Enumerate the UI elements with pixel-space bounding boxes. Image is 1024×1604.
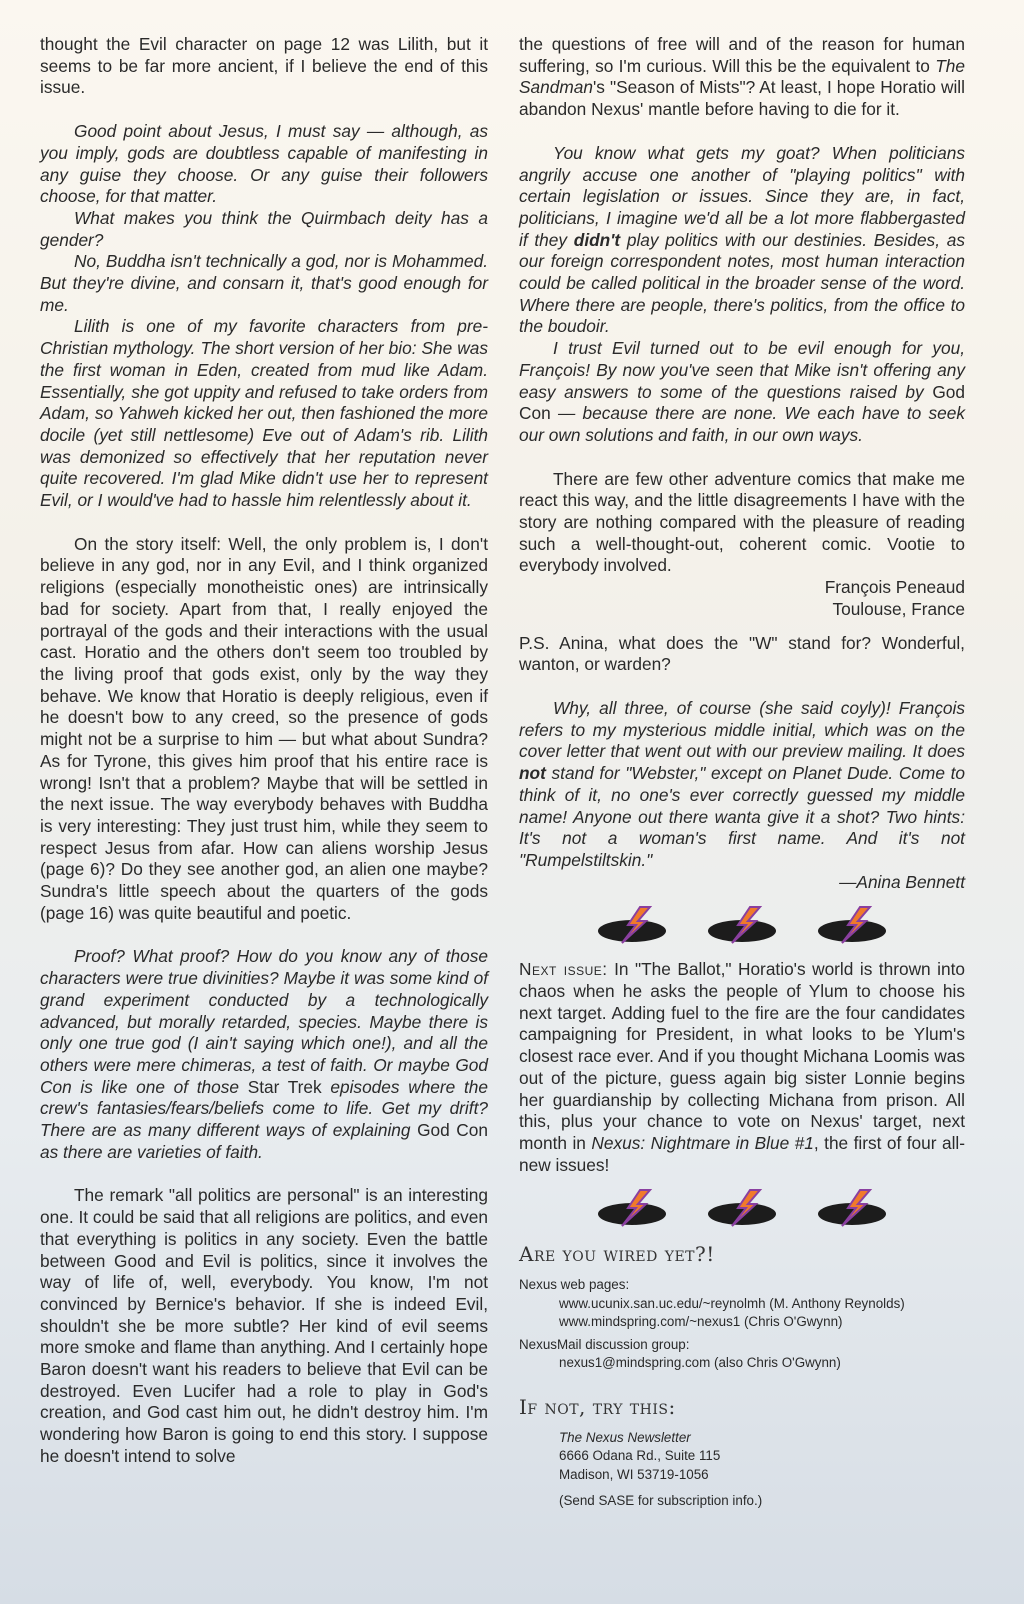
signature-place: Toulouse, France [832, 598, 965, 619]
nexus-lightning-disc-icon [596, 1188, 668, 1228]
nexus-lightning-disc-icon [816, 905, 888, 945]
nexus-lightning-disc-icon [706, 905, 778, 945]
editor-reply: What makes you think the Quirmbach deity has a gender? [40, 207, 488, 250]
nexus-lightning-disc-icon [706, 1188, 778, 1228]
address-note: (Send SASE for subscription info.) [559, 1493, 763, 1509]
letter-paragraph: the questions of free will and of the reason for human suffering, so I'm curious. Will this be the equivalent to The Sandman's "Season of Mists"? At least, I hope Horatio will abandon Nexus' mantle before having to die for it. [519, 34, 965, 120]
letter-paragraph: There are few other adventure comics that make me react this way, and the little disagreements I have with the story are nothing compared with the pleasure of reading such a well-thought-out, coherent comic. Vootie to everybody involved. [519, 468, 965, 576]
editor-reply: Why, all three, of course (she said coyly)! François refers to my mysterious middle initial, which was on the cover letter that went out with our preview mailing. It does not stand for "Webster," except on Planet Dude. Come to think of it, no one's ever correctly guessed my middle name! Anyone out there wanta give it a shot? Two hints: It's not a woman's first name. And it's not "Rumpelstiltskin." [519, 697, 965, 870]
mailing-address [519, 1429, 965, 1511]
wired-heading: Are you wired yet?! [519, 1242, 715, 1267]
editor-reply: I trust Evil turned out to be evil enough for you, François! By now you've seen that Mike isn't offering any easy answers to some of the questions raised by God Con — because there are none. We each have to seek our own solutions and faith, in our own ways. [519, 338, 965, 445]
web-label: Nexus web pages: [519, 1277, 630, 1293]
try-heading: If not, try this: [519, 1394, 676, 1419]
editor-reply: No, Buddha isn't technically a god, nor is Mohammed. But they're divine, and consarn it, that's good enough for me. [40, 251, 488, 315]
letter-paragraph: The remark "all politics are personal" is an interesting one. It could be said that all religions are politics, and even that everything is politics in any society. Even the battle between Good and Evil is politics, since it involves the way of life of, well, everybody. You know, I'm not convinced by Bernice's behavior. If she is indeed Evil, shouldn't she be more subtle? Her kind of evil seems more smoke and flame than anything. And I certainly hope Baron doesn't want his readers to believe that Evil can be destroyed. Even Lucifer had a role to play in God's creation, and God cast him out, he didn't destroy him. I'm wondering how Baron is going to end this story. I suppose he doesn't intend to solve [40, 1185, 488, 1466]
web-links [519, 1276, 965, 1373]
left-column [40, 34, 488, 1468]
reply-signature: —Anina Bennett [839, 871, 965, 892]
web-link[interactable]: www.ucunix.san.uc.edu/~reynolmh (M. Anthony Reynolds) [559, 1295, 905, 1311]
letter-paragraph: thought the Evil character on page 12 was Lilith, but it seems to be far more ancient, if I believe the end of this issue. [40, 34, 488, 98]
editor-reply: Good point about Jesus, I must say — although, as you imply, gods are doubtless capable of manifesting in any guise they choose. Or any guise their followers choose, for that matter. [40, 121, 488, 207]
editor-reply: Lilith is one of my favorite characters from pre-Christian mythology. The short version of her bio: She was the first woman in Eden, created from mud like Adam. Essentially, she got uppity and refused to take orders from Adam, so Yahweh kicked her out, then fashioned the more docile (yet still nettlesome) Eve out of Adam's rib. Lilith was demonized so effectively that her reputation never quite recovered. I'm glad Mike didn't use her to represent Evil, or I would've had to hassle him relentlessly about it. [40, 316, 488, 511]
postscript: P.S. Anina, what does the "W" stand for? Wonderful, wanton, or warden? [519, 632, 965, 675]
address-line: Madison, WI 53719-1056 [559, 1466, 709, 1482]
mail-label: NexusMail discussion group: [519, 1336, 690, 1352]
letter-paragraph: On the story itself: Well, the only problem is, I don't believe in any god, nor in any Evil, and I think organized religions (especially monotheistic ones) are intrinsically bad for society. Apart from that, I really enjoyed the portrayal of the gods and their interactions with the usual cast. Horatio and the others don't seem too troubled by the living proof that gods exist, only by the way they behave. We know that Horatio is deeply religious, even if he doesn't bow to any creed, so the presence of gods might not be a surprise to him — but what about Sundra? As for Tyrone, this gives him proof that his entire race is wrong! Isn't that a problem? Maybe that will be settled in the next issue. The way everybody behaves with Buddha is very interesting: They just trust him, while they seem to respect Jesus from afar. How can aliens worship Jesus (page 6)? Do they see another god, an alien one maybe? Sundra's little speech about the quarters of the gods (page 16) was quite beautiful and poetic. [40, 533, 488, 923]
nexus-lightning-disc-icon [816, 1188, 888, 1228]
mail-link[interactable]: nexus1@mindspring.com (also Chris O'Gwynn) [559, 1355, 841, 1371]
editor-reply: You know what gets my goat? When politicians angrily accuse one another of "playing politics" with certain legislation or issues. Since they are, in fact, politicians, I imagine we'd all be a lot more flabbergasted if they didn't play politics with our destinies. Besides, as our foreign correspondent notes, most human interaction could be called political in the broader sense of the word. Where there are people, there's politics, from the office to the boudoir. [519, 142, 965, 337]
next-issue-blurb: Next issue: In "The Ballot," Horatio's world is thrown into chaos when he asks the people of Ylum to choose his next target. Adding fuel to the fire are the four candidates campaigning for President, in what looks to be Ylum's closest race ever. And if you thought Michana Loomis was out of the picture, guess again big sister Lonnie begins her guardianship by collecting Michana from prison. All this, plus your chance to vote on Nexus' target, next month in Nexus: Nightmare in Blue #1, the first of four all-new issues! [519, 959, 966, 1175]
web-link[interactable]: www.mindspring.com/~nexus1 (Chris O'Gwynn) [559, 1314, 843, 1330]
signature-name: François Peneaud [824, 577, 965, 598]
address-line: 6666 Odana Rd., Suite 115 [559, 1448, 721, 1464]
editor-reply: Proof? What proof? How do you know any of those characters were true divinities? Maybe it was some kind of grand experiment conducted by a technologically advanced, but morally retarded, species. Maybe there is only one true god (I ain't saying which one!), and all the others were mere chimeras, a test of faith. Or maybe God Con is like one of those Star Trek episodes where the crew's fantasies/fears/beliefs come to life. Get my drift? There are as many different ways of explaining God Con as there are varieties of faith. [40, 946, 488, 1162]
divider-ornament [519, 905, 965, 945]
address-line: The Nexus Newsletter [559, 1429, 691, 1445]
right-column [519, 34, 965, 1511]
divider-ornament [519, 1188, 965, 1228]
nexus-lightning-disc-icon [596, 905, 668, 945]
